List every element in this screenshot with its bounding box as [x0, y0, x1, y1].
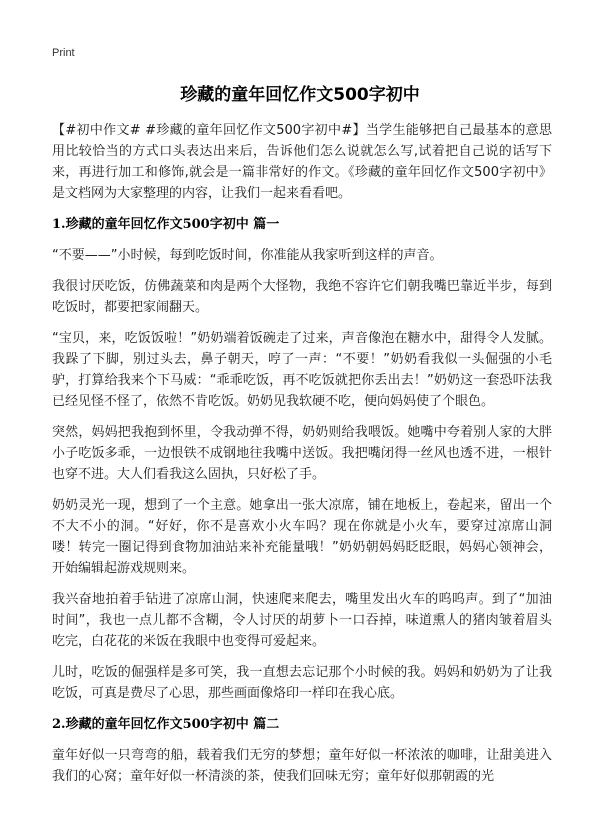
print-label[interactable]: Print: [52, 47, 75, 59]
paragraph: “宝贝，来，吃饭饭啦！”奶奶端着饭碗走了过来，声音像泡在糖水中，甜得令人发腻。我跺了下脚，别过头去，鼻子朝天，哼了一声：“不要！”奶奶看我似一头倔强的小毛驴，打算给我来个下马威：“乖乖吃饭，再不吃饭就把你丢出去！”奶奶这一套恐吓法我已经见怪不怪了，依然不肯吃饭。奶奶见我软硬不吃，便向妈妈使了个眼色。: [52, 331, 552, 409]
intro-paragraph: 【#初中作文# #珍藏的童年回忆作文500字初中#】当学生能够把自己最基本的意思用比较恰当的方式口头表达出来后，告诉他们怎么说就怎么写,试着把自己说的话写下来，再进行加工和修饰,就会是一篇非常好的作文。《珍藏的童年回忆作文500字初中》是文档网为大家整理的内容，让我们一起来看看吧。: [52, 123, 552, 201]
paragraph: “不要——”小时候，每到吃饭时间，你准能从我家听到这样的声音。: [52, 248, 443, 263]
section-heading-2: 2.珍藏的童年回忆作文500字初中 篇二: [52, 717, 280, 732]
paragraph: 童年好似一只弯弯的船，载着我们无穷的梦想；童年好似一杯浓浓的咖啡，让甜美进入我们的心窝；童年好似一杯清淡的茶，使我们回味无穷；童年好似那朝霞的光: [52, 748, 552, 784]
paragraph: 我兴奋地拍着手钻进了凉席山洞，快速爬来爬去，嘴里发出火车的呜呜声。到了“加油时间”，我也一点儿都不含糊，令人讨厌的胡萝卜一口吞掉，味道熏人的猪肉皱着眉头吃完，白花花的米饭在我眼中也变得可爱起来。: [52, 592, 552, 649]
paragraph: 我很讨厌吃饭，仿佛蔬菜和肉是两个大怪物，我绝不容许它们朝我嘴巴靠近半步，每到吃饭时，都要把家闹翻天。: [52, 279, 552, 315]
section-heading-1: 1.珍藏的童年回忆作文500字初中 篇一: [52, 217, 280, 232]
article-body: [52, 120, 552, 797]
page-title: 珍藏的童年回忆作文500字初中: [180, 85, 420, 105]
paragraph: 儿时，吃饭的倔强样是多可笑，我一直想去忘记那个小时候的我。妈妈和奶奶为了让我吃饭，可真是费尽了心思，那些画面像烙印一样印在我心底。: [52, 665, 552, 701]
paragraph: 奶奶灵光一现，想到了一个主意。她拿出一张大凉席，铺在地板上，卷起来，留出一个不大不小的洞。“好好，你不是喜欢小火车吗？现在你就是小火车，要穿过凉席山洞喽！转完一圈记得到食物加油站来补充能量哦！”奶奶朝妈妈眨眨眼，妈妈心领神会，开始编辑起游戏规则来。: [52, 498, 552, 576]
paragraph: 突然，妈妈把我抱到怀里，令我动弹不得，奶奶则给我喂饭。她嘴中夸着别人家的大胖小子吃饭多乖，一边恨铁不成钢地往我嘴中送饭。我把嘴闭得一丝风也透不进，一根针也穿不进。大人们看我这么固执，只好松了手。: [52, 425, 552, 482]
